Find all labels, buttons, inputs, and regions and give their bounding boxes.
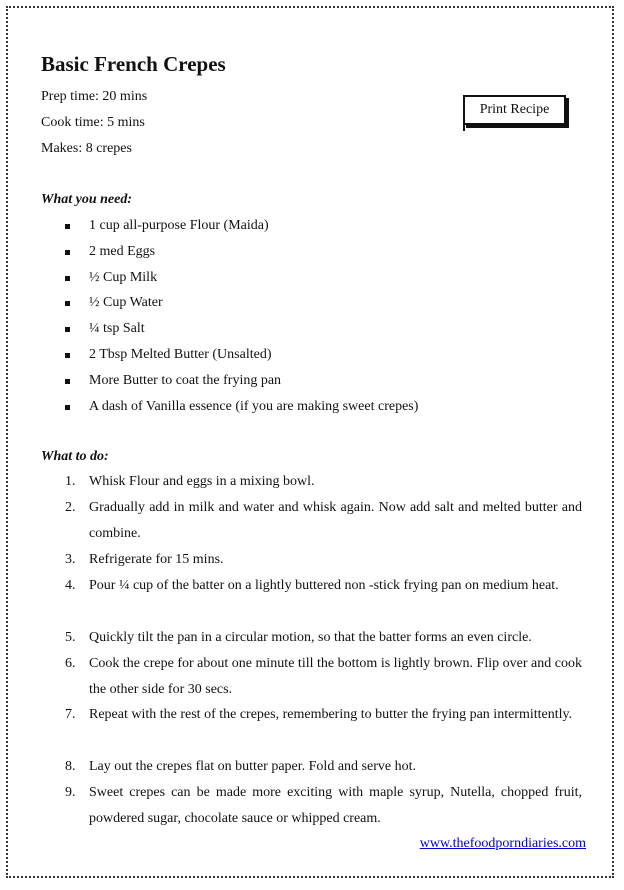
step-item: 7. Repeat with the rest of the crepes, remembering to butter the frying pan intermittently.: [65, 707, 573, 722]
step-item: 5. Quickly tilt the pan in a circular motion, so that the batter forms an even circle.: [65, 630, 532, 645]
list-item: ½ Cup Water: [89, 295, 589, 311]
step-item: 2. Gradually add in milk and water and whisk again. Now add salt and melted butter and combine.: [65, 500, 582, 541]
ingredients-heading: What you need:: [41, 192, 132, 207]
steps-heading: What to do:: [41, 449, 109, 464]
print-recipe-button[interactable]: Print Recipe: [463, 95, 566, 125]
bullet-icon: [65, 301, 70, 306]
bullet-icon: [65, 250, 70, 255]
list-item: A dash of Vanilla essence (if you are making sweet crepes): [89, 399, 589, 415]
bullet-icon: [65, 379, 70, 384]
bullet-icon: [65, 224, 70, 229]
step-item: 1. Whisk Flour and eggs in a mixing bowl.: [65, 474, 315, 489]
page-title: Basic French Crepes: [41, 52, 226, 76]
step-item: 8. Lay out the crepes flat on butter paper. Fold and serve hot.: [65, 759, 416, 774]
list-item: 2 Tbsp Melted Butter (Unsalted): [89, 347, 589, 363]
list-item: ¼ tsp Salt: [89, 321, 589, 337]
bullet-icon: [65, 276, 70, 281]
recipe-card: [6, 6, 614, 878]
step-item: 4. Pour ¼ cup of the batter on a lightly buttered non -stick frying pan on medium heat.: [65, 578, 559, 593]
step-item: 9. Sweet crepes can be made more exciting with maple syrup, Nutella, chopped fruit, powdered sugar, chocolate sauce or whipped cream.: [65, 785, 582, 826]
step-item: 6. Cook the crepe for about one minute till the bottom is lightly brown. Flip over and cook the other side for 30 secs.: [65, 656, 582, 697]
list-item: More Butter to coat the frying pan: [89, 373, 589, 389]
list-item: 2 med Eggs: [89, 244, 589, 260]
website-link[interactable]: www.thefoodporndiaries.com: [419, 836, 586, 851]
bullet-icon: [65, 353, 70, 358]
bullet-icon: [65, 405, 70, 410]
prep-time: Prep time: 20 mins: [41, 89, 148, 104]
step-item: 3. Refrigerate for 15 mins.: [65, 552, 224, 567]
cook-time: Cook time: 5 mins: [41, 115, 145, 130]
yield: Makes: 8 crepes: [41, 141, 132, 156]
list-item: ½ Cup Milk: [89, 270, 589, 286]
list-item: 1 cup all-purpose Flour (Maida): [89, 218, 589, 234]
bullet-icon: [65, 327, 70, 332]
